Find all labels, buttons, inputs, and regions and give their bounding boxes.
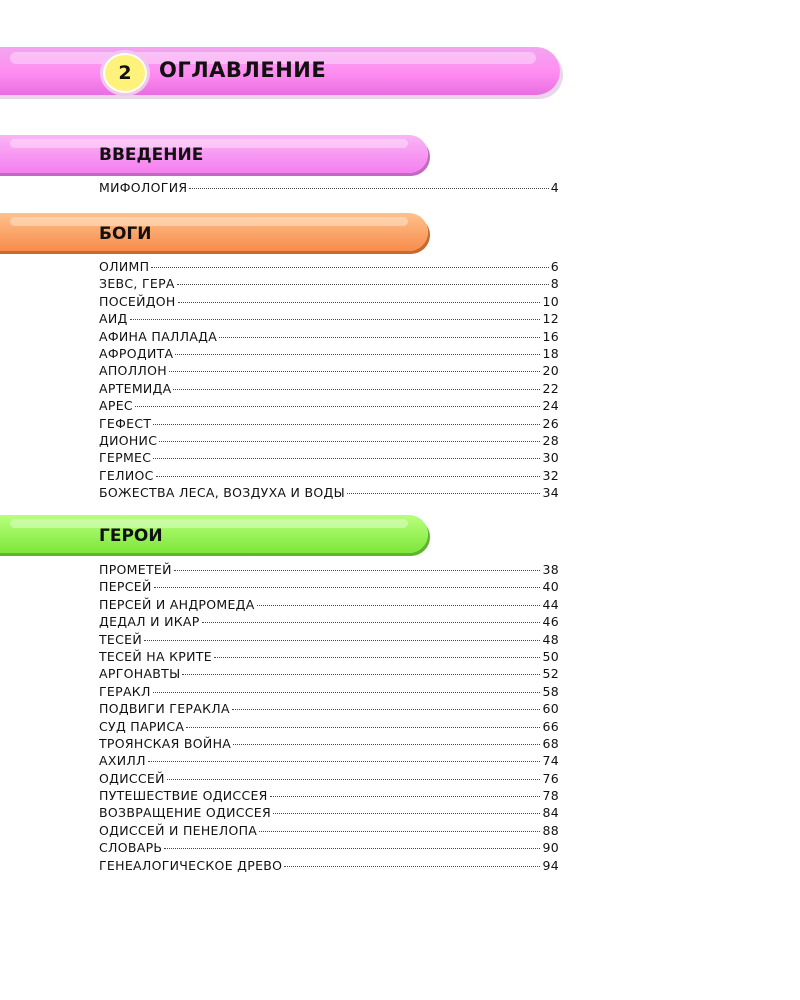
page-title: ОГЛАВЛЕНИЕ bbox=[159, 58, 327, 82]
toc-entry[interactable] bbox=[99, 857, 559, 874]
toc-entry[interactable] bbox=[99, 467, 559, 484]
toc-entry-page: 68 bbox=[542, 735, 559, 751]
dot-leader bbox=[169, 371, 541, 372]
toc-entry[interactable] bbox=[99, 596, 559, 613]
toc-entry-page: 74 bbox=[542, 753, 559, 769]
toc-entry-label: АРГОНАВТЫ bbox=[99, 666, 181, 682]
toc-entry-page: 30 bbox=[542, 450, 559, 466]
section-band-heroes bbox=[0, 515, 428, 553]
dot-leader bbox=[259, 831, 540, 832]
dot-leader bbox=[156, 476, 541, 477]
toc-entry-label: ТРОЯНСКАЯ ВОЙНА bbox=[99, 735, 232, 751]
dot-leader bbox=[189, 188, 548, 189]
toc-entry[interactable] bbox=[99, 648, 559, 665]
toc-entry-label: БОЖЕСТВА ЛЕСА, ВОЗДУХА И ВОДЫ bbox=[99, 485, 345, 501]
toc-entry[interactable] bbox=[99, 432, 559, 449]
dot-leader bbox=[186, 727, 540, 728]
toc-entry-page: 50 bbox=[542, 648, 559, 664]
toc-entry[interactable] bbox=[99, 613, 559, 630]
toc-entry-page: 60 bbox=[542, 701, 559, 717]
dot-leader bbox=[233, 744, 540, 745]
toc-entry-page: 40 bbox=[542, 579, 559, 595]
toc-entry-label: АХИЛЛ bbox=[99, 753, 146, 769]
dot-leader bbox=[135, 406, 541, 407]
toc-entry[interactable] bbox=[99, 310, 559, 327]
toc-entry-label: ПУТЕШЕСТВИЕ ОДИССЕЯ bbox=[99, 788, 268, 804]
dot-leader bbox=[182, 674, 540, 675]
toc-entry[interactable] bbox=[99, 397, 559, 414]
toc-entry-label: АРТЕМИДА bbox=[99, 380, 172, 396]
toc-entry[interactable] bbox=[99, 718, 559, 735]
dot-leader bbox=[178, 302, 541, 303]
toc-entry-label: АФИНА ПАЛЛАДА bbox=[99, 328, 218, 344]
dot-leader bbox=[151, 267, 548, 268]
toc-entry-page: 34 bbox=[542, 485, 559, 501]
dot-leader bbox=[177, 284, 549, 285]
toc-entry[interactable] bbox=[99, 631, 559, 648]
toc-entry-page: 76 bbox=[542, 770, 559, 786]
toc-entry-label: ПЕРСЕЙ И АНДРОМЕДА bbox=[99, 596, 255, 612]
toc-entry[interactable] bbox=[99, 665, 559, 682]
toc-entry-page: 94 bbox=[542, 857, 559, 873]
toc-entry-label: ПОСЕЙДОН bbox=[99, 293, 176, 309]
dot-leader bbox=[153, 692, 541, 693]
toc-entry-label: ЗЕВС, ГЕРА bbox=[99, 276, 175, 292]
toc-entry[interactable] bbox=[99, 362, 559, 379]
toc-entry-page: 38 bbox=[542, 562, 559, 577]
dot-leader bbox=[167, 779, 541, 780]
dot-leader bbox=[153, 458, 540, 459]
toc-entry-page: 10 bbox=[542, 293, 559, 309]
toc-entry-page: 12 bbox=[542, 311, 559, 327]
toc-entry-label: СУД ПАРИСА bbox=[99, 718, 185, 734]
dot-leader bbox=[173, 389, 540, 390]
dot-leader bbox=[219, 337, 540, 338]
toc-entry-label: ТЕСЕЙ НА КРИТЕ bbox=[99, 648, 212, 664]
dot-leader bbox=[148, 761, 541, 762]
toc-entry-label: АИД bbox=[99, 311, 128, 327]
dot-leader bbox=[174, 570, 541, 571]
toc-entry-label: СЛОВАРЬ bbox=[99, 840, 163, 856]
toc-entry[interactable] bbox=[99, 804, 559, 821]
dot-leader bbox=[164, 848, 540, 849]
toc-entry-label: ДИОНИС bbox=[99, 432, 158, 448]
toc-entry-label: ОДИССЕЙ bbox=[99, 770, 165, 786]
toc-entry[interactable] bbox=[99, 700, 559, 717]
toc-entry[interactable] bbox=[99, 822, 559, 839]
toc-entry-label: ВОЗВРАЩЕНИЕ ОДИССЕЯ bbox=[99, 805, 271, 821]
toc-entry[interactable] bbox=[99, 293, 559, 310]
toc-entry[interactable] bbox=[99, 345, 559, 362]
section-title-gods: БОГИ bbox=[99, 224, 152, 244]
toc-entry[interactable] bbox=[99, 578, 559, 595]
dot-leader bbox=[175, 354, 540, 355]
toc-list-heroes bbox=[99, 561, 559, 874]
toc-entry-page: 6 bbox=[550, 259, 559, 274]
dot-leader bbox=[232, 709, 541, 710]
toc-entry[interactable] bbox=[99, 683, 559, 700]
toc-entry[interactable] bbox=[99, 179, 559, 196]
toc-entry-page: 66 bbox=[542, 718, 559, 734]
toc-entry-page: 90 bbox=[542, 840, 559, 856]
toc-entry-page: 84 bbox=[542, 805, 559, 821]
toc-entry[interactable] bbox=[99, 484, 559, 501]
dot-leader bbox=[153, 424, 540, 425]
dot-leader bbox=[347, 493, 541, 494]
toc-entry-label: ПРОМЕТЕЙ bbox=[99, 562, 172, 577]
toc-entry-page: 32 bbox=[542, 467, 559, 483]
toc-entry-page: 4 bbox=[550, 180, 559, 195]
dot-leader bbox=[130, 319, 541, 320]
toc-entry-label: ГЕРМЕС bbox=[99, 450, 152, 466]
dot-leader bbox=[202, 622, 541, 623]
toc-entry-label: ГЕЛИОС bbox=[99, 467, 154, 483]
toc-entry-label: ПОДВИГИ ГЕРАКЛА bbox=[99, 701, 230, 717]
toc-entry-label: АПОЛЛОН bbox=[99, 363, 167, 379]
section-title-intro: ВВЕДЕНИЕ bbox=[99, 145, 204, 165]
dot-leader bbox=[159, 441, 540, 442]
toc-entry-page: 24 bbox=[542, 398, 559, 414]
toc-entry-page: 88 bbox=[542, 822, 559, 838]
toc-entry-page: 46 bbox=[542, 614, 559, 630]
toc-entry-label: ОЛИМП bbox=[99, 259, 150, 274]
toc-entry-label: ДЕДАЛ И ИКАР bbox=[99, 614, 200, 630]
toc-list-gods bbox=[99, 258, 559, 501]
dot-leader bbox=[273, 813, 541, 814]
toc-entry[interactable] bbox=[99, 415, 559, 432]
toc-entry-label: АФРОДИТА bbox=[99, 345, 174, 361]
toc-entry-page: 22 bbox=[542, 380, 559, 396]
dot-leader bbox=[270, 796, 541, 797]
toc-entry[interactable] bbox=[99, 449, 559, 466]
toc-entry[interactable] bbox=[99, 275, 559, 292]
toc-entry-page: 16 bbox=[542, 328, 559, 344]
toc-entry[interactable] bbox=[99, 787, 559, 804]
dot-leader bbox=[284, 866, 540, 867]
toc-entry[interactable] bbox=[99, 839, 559, 856]
toc-entry-page: 20 bbox=[542, 363, 559, 379]
dot-leader bbox=[257, 605, 541, 606]
dot-leader bbox=[154, 587, 541, 588]
toc-entry-label: ТЕСЕЙ bbox=[99, 631, 143, 647]
toc-entry[interactable] bbox=[99, 752, 559, 769]
toc-entry-page: 8 bbox=[550, 276, 559, 292]
toc-entry-page: 18 bbox=[542, 345, 559, 361]
toc-entry-page: 26 bbox=[542, 415, 559, 431]
section-band-intro bbox=[0, 135, 428, 173]
dot-leader bbox=[144, 640, 540, 641]
toc-entry[interactable] bbox=[99, 258, 559, 275]
toc-entry-label: ОДИССЕЙ И ПЕНЕЛОПА bbox=[99, 822, 258, 838]
toc-list-intro bbox=[99, 179, 559, 196]
toc-entry-page: 48 bbox=[542, 631, 559, 647]
toc-entry-page: 44 bbox=[542, 596, 559, 612]
section-title-heroes: ГЕРОИ bbox=[99, 526, 163, 546]
toc-entry-label: ГЕРАКЛ bbox=[99, 683, 151, 699]
toc-entry-label: АРЕС bbox=[99, 398, 133, 414]
dot-leader bbox=[214, 657, 541, 658]
toc-entry-label: МИФОЛОГИЯ bbox=[99, 180, 188, 195]
toc-entry-page: 78 bbox=[542, 788, 559, 804]
toc-entry-label: ГЕНЕАЛОГИЧЕСКОЕ ДРЕВО bbox=[99, 857, 283, 873]
toc-entry-page: 58 bbox=[542, 683, 559, 699]
toc-entry-page: 28 bbox=[542, 432, 559, 448]
page-number-badge: 2 bbox=[100, 50, 150, 96]
toc-entry[interactable] bbox=[99, 328, 559, 345]
toc-entry-label: ПЕРСЕЙ bbox=[99, 579, 152, 595]
toc-entry[interactable] bbox=[99, 735, 559, 752]
toc-entry-label: ГЕФЕСТ bbox=[99, 415, 152, 431]
toc-entry-page: 52 bbox=[542, 666, 559, 682]
toc-entry[interactable] bbox=[99, 770, 559, 787]
section-band-gods bbox=[0, 213, 428, 251]
toc-entry[interactable] bbox=[99, 380, 559, 397]
toc-entry[interactable] bbox=[99, 561, 559, 578]
